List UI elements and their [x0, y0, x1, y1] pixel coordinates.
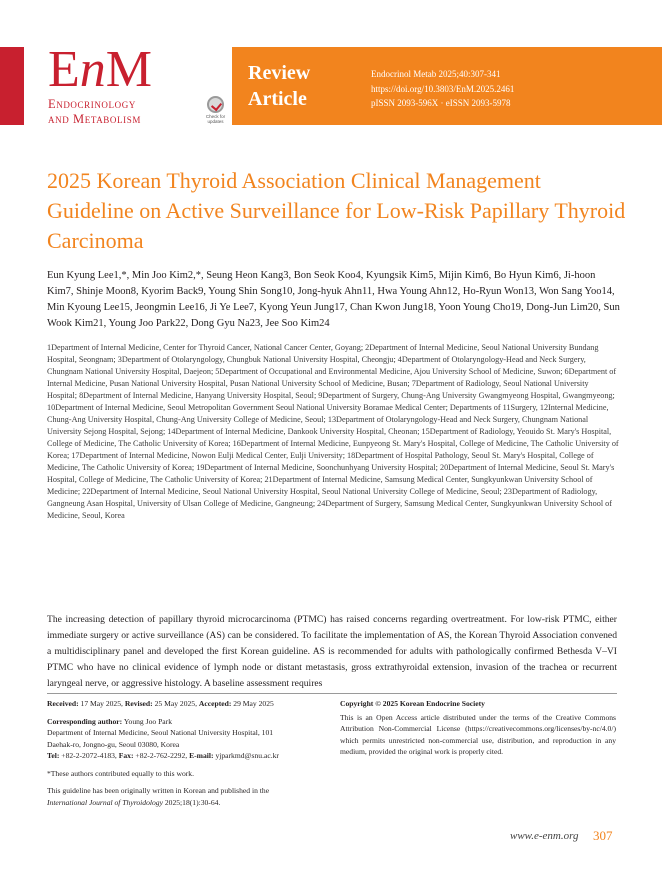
check-icon — [207, 96, 224, 113]
original-publication-note: This guideline has been originally written in Korean and published in the International Journal of Thyroidology 2025;18(1):30-64. — [47, 786, 270, 807]
abstract-text: The increasing detection of papillary thyroid microcarcinoma (PTMC) has raised concerns regarding overtreatment. For low-risk PTMC, either immediate surgery or active surveillance (AS) can be considered. To facilitate the implementation of AS, the Korean Thyroid Association convened a multidisciplinary panel and developed the first Korean guideline. AS is recommended for adults with pathologically confirmed Bethesda V–VI PTMC who have no clinical evidence of lymph node or distant metastasis, gross extrathyroidal extension, invasion of the trachea or recurrent laryngeal nerve, or aggressive histology. A baseline assessment requires — [47, 614, 617, 689]
license-text: This is an Open Access article distributed under the terms of the Creative Commons Attribution Non-Commercial License (https://creativecommons.org/licenses/by-nc/4.0/) which permits unrestricted non-commercial use, distribution, and reproduction in any medium, provided the original work is properly cited. — [340, 712, 616, 756]
history-dates: Received: 17 May 2025, Revised: 25 May 2025, Accepted: 29 May 2025 — [47, 699, 274, 708]
brand-color-bar — [0, 47, 24, 125]
journal-logo: EnM — [48, 41, 153, 98]
issn-info: pISSN 2093-596X · eISSN 2093-5978 — [371, 98, 511, 108]
equal-contribution-note: *These authors contributed equally to this work. — [47, 768, 194, 778]
logo-line-1: Endocrinology — [48, 97, 136, 111]
author-list: Eun Kyung Lee1,*, Min Joo Kim2,*, Seung Heon Kang3, Bon Seok Koo4, Kyungsik Kim5, Mijin Kim6, Bo Hyun Kim6, Ji-hoon Kim7, Shinje Moon8, Kyorim Back9, Young Shin Song10, Jong-hyuk Ahn11, Hwa Young Ahn12, Ho-Ryun Won13, Won Sang Yoo14, Min Kyoung Lee15, Jeongmin Lee16, Ji Ye Lee7, Kyong Yeun Jung17, Chan Kwon Jung18, Yoon Young Cho19, Dong-Jun Lim20, Sun Wook Kim21, Young Joo Park22, Dong Gyu Na23, Jee Soo Kim24 — [47, 270, 620, 329]
article-type — [248, 60, 348, 112]
journal-citation-info — [371, 67, 514, 111]
corresponding-author: Corresponding author: Young Joo Park Department of Internal Medicine, Seoul National University Hospital, 101 Daehak-ro, Jongno-gu, Seoul 03080, Korea Tel: +82-2-2072-4183, Fax: +82-2-762-2292, E-mail: yjparkmd@snu.ac.kr — [47, 716, 279, 760]
page-number: 307 — [593, 828, 613, 843]
journal-logo-subtitle — [48, 97, 141, 127]
article-type-line-2: Article — [248, 88, 307, 110]
journal-website[interactable]: www.e-enm.org — [510, 830, 579, 842]
check-for-updates-badge[interactable] — [202, 96, 229, 126]
copyright-notice — [340, 698, 616, 758]
doi-link[interactable]: https://doi.org/10.3803/EnM.2025.2461 — [371, 83, 515, 94]
article-type-line-1: Review — [248, 62, 311, 84]
footnote-divider — [47, 693, 617, 694]
check-for-updates-label: Check for updates — [205, 114, 226, 124]
article-title: 2025 Korean Thyroid Association Clinical Management Guideline on Active Surveillance for Low-Risk Papillary Thyroid Carcinoma — [47, 168, 626, 253]
email-link[interactable]: yjparkmd@snu.ac.kr — [215, 751, 279, 760]
copyright-heading: Copyright © 2025 Korean Endocrine Society — [340, 699, 485, 708]
journal-citation: Endocrinol Metab 2025;40:307-341 — [371, 69, 501, 79]
article-footnotes — [47, 698, 323, 814]
logo-line-2: and Metabolism — [48, 112, 141, 126]
author-affiliations: 1Department of Internal Medicine, Center for Thyroid Cancer, National Cancer Center, Goyang; 2Department of Internal Medicine, Seoul National University Bundang Hospital, Seongnam; 3Department of Otolaryngology, Chungbuk National University Hospital, Cheongju; 4Department of Otolaryngology-Head and Neck Surgery, Chungnam National University Hospital, Daejeon; 5Department of Occupational and Environmental Medicine, Ajou University School of Medicine, Suwon; 6Department of Internal Medicine, Pusan National University Hospital, Pusan National University School of Medicine, Busan; 7Department of Radiology, Seoul National University Hospital; 8Department of Internal Medicine, Hanyang University Hospital, Seoul; 9Department of Surgery, Chung-Ang University Gwangmyeong Hospital, Gwangmyeong; 10Department of Internal Medicine, Seoul Metropolitan Government Seoul National University Boramae Medical Center; Departments of 11Surgery, 12Internal Medicine, Chung-Ang University Hospital, Chung-Ang University College of Medicine, Seoul; 13Department of Otolaryngology-Head and Neck Surgery, Chungnam National University Sejong Hospital, Sejong; 14Department of Internal Medicine, Dankook University Hospital, Cheonan; 15Department of Radiology, Yeouido St. Mary's Hospital, College of Medicine, The Catholic University of Korea; 16Department of Internal Medicine, Eunpyeong St. Mary's Hospital, College of Medicine, The Catholic University of Korea; 17Department of Internal Medicine, Nowon Eulji Medical Center, Eulji University; 18Department of Hospital Pathology, Seoul St. Mary's Hospital, College of Medicine, The Catholic University of Korea; 19Department of Internal Medicine, Soonchunhyang University Hospital; 20Department of Internal Medicine, Seoul St. Mary's Hospital, College of Medicine, The Catholic University of Korea; 21Department of Internal Medicine, Samsung Medical Center, Sungkyunkwan University School of Medicine; 22Department of Internal Medicine, Seoul National University Hospital, Seoul National University College of Medicine, Seoul; 23Department of Radiology, Gangneung Asan Hospital, University of Ulsan College of Medicine, Gangneung; 24Department of Surgery, Samsung Medical Center, Sungkyunkwan University School of Medicine, Seoul, Korea — [47, 343, 619, 520]
